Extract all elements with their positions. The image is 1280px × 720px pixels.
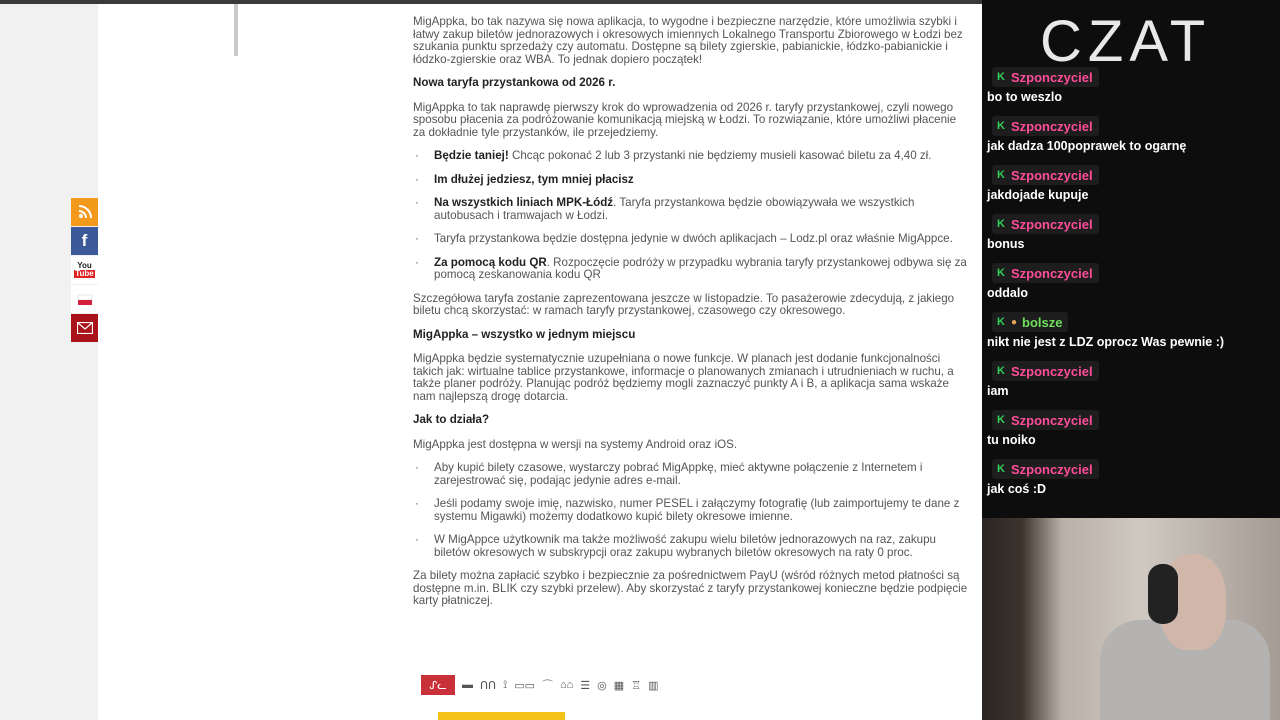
article-paragraph: Za bilety można zapłacić szybko i bezpiecznie za pośrednictwem PayU (wśród różnych metod płatności są dostępne m.in. BLIK czy szybki przelew). Aby skorzystać z taryfy przystankowej konieczne będzie podpięcie karty płatniczej. [413,569,968,607]
landmark-icon[interactable]: ⟟ [503,678,508,691]
user-badge-icon: K [997,316,1005,328]
share-sidebar [71,198,98,343]
bullet-item [413,150,970,163]
landmark-icon[interactable]: ⌂⌂ [560,679,574,691]
chat-message-text: jak coś :D [987,482,1047,496]
chat-username: Szponczyciel [1010,118,1093,134]
bullet-item [413,197,970,222]
bullet-text: Taryfa przystankowa będzie dostępna jedynie w dwóch aplikacjach – Lodz.pl oraz właśnie MigAppce. [434,232,953,245]
article-body [413,16,970,619]
chat-username-badge [992,361,1099,381]
headphones-icon [1148,564,1178,624]
section-heading: MigAppka – wszystko w jednym miejscu [413,327,636,341]
chat-message [987,165,1277,202]
yellow-button[interactable] [438,712,565,720]
landmark-icon[interactable]: ▬ [462,679,473,691]
chat-message [987,116,1277,153]
chat-message [987,214,1277,251]
article-intro: MigAppka, bo tak nazywa się nowa aplikacja, to wygodne i bezpieczne narzędzie, które umożliwia szybki i łatwy zakup biletów jednorazowych i okresowych imiennych Lokalnego Transportu Zbiorowego w Łodzi bez szukania punktu sprzedaży czy automatu. Dostępne są bilety zgierskie, pabianickie, łódzko-pabianickie i łódzko-zgierskie oraz WBA. To jednak dopiero początek! [413,15,963,66]
bullet-item [413,534,970,559]
chat-title: CZAT [1040,9,1212,74]
facebook-icon: f [81,231,88,250]
section-heading: Nowa taryfa przystankowa od 2026 r. [413,76,616,89]
youtube-button[interactable] [71,256,98,284]
landmark-icon[interactable]: ♖ [631,679,642,692]
bullet-item [413,498,970,523]
chat-username-badge [992,263,1099,283]
facebook-button[interactable] [71,227,98,255]
city-icons-bar [421,675,658,695]
chat-username-badge [992,165,1099,185]
user-badge-icon: K [997,120,1005,132]
rss-button[interactable] [71,198,98,226]
chat-message-text: jakdojade kupuje [987,188,1089,202]
user-badge-icon: K [997,463,1005,475]
lodz-logo-icon[interactable]: ᔑᓚ [421,675,455,695]
bullet-bold: Im dłużej jedziesz, tym mniej płacisz [434,172,634,186]
chat-message-text: bo to weszlo [987,90,1062,104]
bullet-text: Aby kupić bilety czasowe, wystarczy pobrać MigAppkę, mieć aktywne połączenie z Internetem i zarejestrować się, podając jedynie adres e-mail. [434,461,923,487]
article-paragraph: MigAppka jest dostępna w wersji na systemy Android oraz iOS. [413,437,738,451]
mail-icon [77,322,93,334]
chat-username: Szponczyciel [1010,265,1093,281]
youtube-icon: You Tube [75,261,94,278]
bullet-bold: Na wszystkich liniach MPK-Łódź [434,196,614,209]
chat-message-text: tu noiko [987,433,1036,447]
chat-message-text: bonus [987,237,1025,251]
user-badge-icon: K [997,267,1005,279]
flag-icon [77,291,93,307]
landmark-icon[interactable]: ▦ [613,679,625,692]
user-badge-icon: K [997,169,1005,181]
bullet-bold: Będzie taniej! [434,149,509,162]
chat-message [987,263,1277,300]
article-paragraph: MigAppka będzie systematycznie uzupełniana o nowe funkcje. W planach jest dodanie funkcjonalności takich jak: wirtualne tablice przystankowe, informacje o planowanych zmianach i utrudnieniach w ruchu, a także planer podróży. Planując podróż będziemy mogli zaznaczyć punkty A i B, a aplikacja sama wskaże nam najlepszą drogę dotarcia. [413,352,954,403]
bullet-text: . Rozpoczęcie podróży w przypadku wybrania taryfy przystankowej odbywa się za pomocą zeskanowania kodu QR [434,255,967,281]
bullet-text: Jeśli podamy swoje imię, nazwisko, numer PESEL i załączymy fotografię (lub zaimportujemy te dane z systemu Migawki) możemy dodatkowo kupić bilety okresowe imienne. [434,497,960,523]
bullet-item [413,174,970,187]
chat-username: Szponczyciel [1010,461,1093,477]
chat-username-badge [992,116,1099,136]
chat-username: Szponczyciel [1010,412,1093,428]
bullet-item [413,257,970,282]
chat-username: Szponczyciel [1010,69,1093,85]
webcam-feed [982,518,1280,720]
rss-icon [78,205,92,219]
chat-username-badge [992,214,1099,234]
chat-username-badge [992,459,1099,479]
scrollbar[interactable] [234,4,238,56]
bullet-text: Chcąc pokonać 2 lub 3 przystanki nie będziemy musieli kasować biletu za 4,40 zł. [508,149,932,162]
chat-message [987,410,1277,447]
chat-username: bolsze [1022,314,1063,330]
chat-overlay [982,0,1280,518]
email-button[interactable] [71,314,98,342]
landmark-icon[interactable]: ◎ [597,679,607,692]
landmark-icon[interactable]: ⌒ [542,680,553,692]
article-paragraph: MigAppka to tak naprawdę pierwszy krok do wprowadzenia od 2026 r. taryfy przystankowej, czyli nowego sposobu płacenia za podróżowanie komunikacją miejską w Łodzi. To rozwiązanie, które umożliwi płacenie za dokładnie tyle przystanków, ile przejedziemy. [413,100,957,139]
bip-button[interactable] [71,285,98,313]
chat-username-badge [992,312,1068,332]
user-badge-icon: K [997,414,1005,426]
bullet-item [413,233,970,246]
chat-message-text: nikt nie jest z LDZ oprocz Was pewnie :) [987,335,1225,349]
landmark-icon[interactable]: ☰ [580,679,591,692]
chat-username-badge [992,410,1099,430]
bullet-item [413,462,970,487]
user-badge-icon: K [997,365,1005,377]
chat-username: Szponczyciel [1010,363,1093,379]
bullet-text: . Taryfa przystankowa będzie obowiązywała we wszystkich autobusach i tramwajach w Łodzi. [434,196,915,222]
user-badge-icon: K [997,71,1005,83]
chat-message-text: iam [987,384,1009,398]
bullet-bold: Za pomocą kodu QR [434,255,547,269]
landmark-icon[interactable]: ▭▭ [514,679,535,692]
chat-message [987,361,1277,398]
chat-message [987,312,1277,349]
chat-username: Szponczyciel [1010,216,1093,232]
user-emote-icon: ● [1010,316,1017,328]
chat-message-text: jak dadza 100poprawek to ogarnę [987,139,1187,153]
user-badge-icon: K [997,218,1005,230]
landmark-icon[interactable]: ▥ [648,679,659,692]
article-paragraph: Szczegółowa taryfa zostanie zaprezentowana jeszcze w listopadzie. To pasażerowie zdecydują, z jakiego biletu chcą skorzystać: w ramach taryfy przystankowej, czasowego czy okresowego. [413,291,955,317]
chat-message-text: oddalo [987,286,1028,300]
bullet-text: W MigAppce użytkownik ma także możliwość zakupu wielu biletów jednorazowych na raz, zakupu biletów okresowych w subskrypcji oraz zakupu wybranych biletów okresowych na raty 0 proc. [434,533,936,559]
landmark-icon[interactable]: ᑎᑎ [480,679,497,692]
chat-username: Szponczyciel [1010,167,1093,183]
section-heading: Jak to działa? [413,413,490,426]
chat-message [987,459,1277,496]
